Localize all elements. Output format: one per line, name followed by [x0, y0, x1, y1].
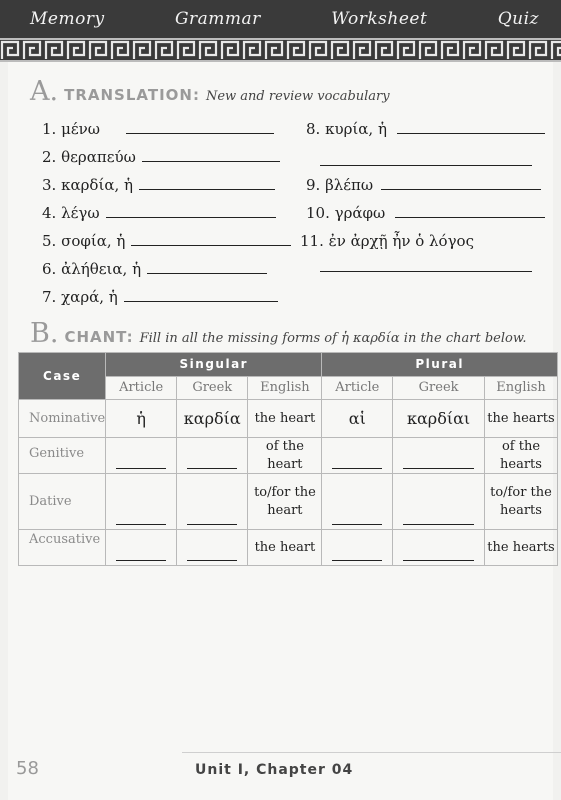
- vocab-word: κυρία, ἡ: [325, 120, 387, 138]
- section-b-description: Fill in all the missing forms of ἡ καρδία in the chart below.: [139, 331, 527, 346]
- section-b-heading: [30, 318, 527, 349]
- subheader-article: Article: [322, 376, 393, 400]
- section-a-heading: [30, 76, 390, 107]
- sg-article-blank[interactable]: [106, 474, 177, 530]
- pl-english: the hearts: [484, 400, 557, 438]
- tab-memory: Memory: [30, 9, 105, 29]
- subheader-english: English: [484, 376, 557, 400]
- table-row: [19, 400, 558, 438]
- vocab-item-4: [42, 204, 276, 222]
- table-row: [19, 474, 558, 530]
- sg-english: the heart: [248, 530, 322, 566]
- vocab-word: σοφία, ἡ: [61, 232, 126, 250]
- section-a-title: TRANSLATION:: [64, 86, 200, 104]
- vocab-item-6: [42, 260, 267, 278]
- pl-english: to/for the hearts: [484, 474, 557, 530]
- vocab-num: 1.: [42, 120, 57, 138]
- vocab-num: 8.: [306, 120, 321, 138]
- answer-blank[interactable]: [139, 188, 275, 190]
- answer-blank[interactable]: [106, 216, 276, 218]
- tab-grammar: Grammar: [174, 9, 261, 29]
- header-tabs: [0, 0, 561, 38]
- header-bar: [0, 0, 561, 62]
- vocab-num: 3.: [42, 176, 57, 194]
- case-header: Case: [19, 353, 106, 400]
- vocab-item-8: [306, 120, 545, 138]
- answer-blank[interactable]: [320, 270, 532, 272]
- pl-greek: καρδίαι: [393, 400, 485, 438]
- vocab-word: λέγω: [61, 204, 100, 222]
- case-label: Nominative: [19, 400, 106, 438]
- pl-greek-blank[interactable]: [393, 438, 485, 474]
- pl-article-blank[interactable]: [322, 474, 393, 530]
- page-number: 58: [16, 758, 39, 779]
- sg-greek-blank[interactable]: [177, 438, 248, 474]
- vocab-item-7: [42, 288, 278, 306]
- vocab-word: χαρά, ἡ: [61, 288, 118, 306]
- pl-greek-blank[interactable]: [393, 474, 485, 530]
- answer-blank[interactable]: [147, 272, 267, 274]
- footer-rule: [182, 752, 561, 753]
- case-label: Accusative: [19, 530, 106, 566]
- sg-article: ἡ: [106, 400, 177, 438]
- vocab-item-9: [306, 176, 541, 194]
- section-b-title: CHANT:: [64, 328, 134, 346]
- table-row: [19, 530, 558, 566]
- pl-article: αἱ: [322, 400, 393, 438]
- vocab-num: 2.: [42, 148, 57, 166]
- vocab-word: ἀλήθεια, ἡ: [61, 260, 142, 278]
- answer-blank[interactable]: [320, 164, 532, 166]
- case-label: Dative: [19, 474, 106, 530]
- tab-quiz: Quiz: [497, 9, 539, 29]
- sg-greek-blank[interactable]: [177, 530, 248, 566]
- vocab-word: καρδία, ἡ: [61, 176, 133, 194]
- vocab-word: ἐν ἀρχῇ ἦν ὁ λόγος: [328, 232, 474, 250]
- sg-greek: καρδία: [177, 400, 248, 438]
- sg-article-blank[interactable]: [106, 530, 177, 566]
- section-a-letter: A.: [30, 76, 59, 107]
- vocab-num: 9.: [306, 176, 321, 194]
- vocab-item-1: [42, 120, 274, 138]
- vocab-item-3: [42, 176, 275, 194]
- unit-chapter-label: Unit I, Chapter 04: [195, 762, 354, 778]
- greek-key-border: [0, 38, 561, 62]
- section-b-letter: B.: [30, 318, 59, 349]
- sg-article-blank[interactable]: [106, 438, 177, 474]
- vocab-word: θεραπεύω: [61, 148, 136, 166]
- sg-english: of the heart: [248, 438, 322, 474]
- vocab-num: 5.: [42, 232, 57, 250]
- table-row: [19, 438, 558, 474]
- answer-blank[interactable]: [381, 188, 541, 190]
- vocab-num: 4.: [42, 204, 57, 222]
- vocab-num: 10.: [306, 204, 330, 222]
- vocab-word: μένω: [61, 120, 100, 138]
- vocab-num: 7.: [42, 288, 57, 306]
- tab-worksheet: Worksheet: [331, 9, 428, 29]
- pl-article-blank[interactable]: [322, 438, 393, 474]
- vocab-word: βλέπω: [325, 176, 374, 194]
- section-a-description: New and review vocabulary: [205, 89, 390, 104]
- declension-chart: [18, 352, 558, 566]
- subheader-article: Article: [106, 376, 177, 400]
- plural-header: Plural: [322, 353, 558, 377]
- pl-english: of the hearts: [484, 438, 557, 474]
- page-footer: [0, 752, 561, 800]
- subheader-english: English: [248, 376, 322, 400]
- sg-greek-blank[interactable]: [177, 474, 248, 530]
- pl-english: the hearts: [484, 530, 557, 566]
- vocab-word: γράφω: [334, 204, 386, 222]
- sg-english: the heart: [248, 400, 322, 438]
- answer-blank[interactable]: [131, 244, 291, 246]
- answer-blank[interactable]: [142, 160, 280, 162]
- answer-blank[interactable]: [397, 132, 545, 134]
- pl-greek-blank[interactable]: [393, 530, 485, 566]
- answer-blank[interactable]: [126, 132, 274, 134]
- vocab-item-10: [306, 204, 545, 222]
- answer-blank[interactable]: [124, 300, 278, 302]
- sg-english: to/for the heart: [248, 474, 322, 530]
- vocab-item-5: [42, 232, 291, 250]
- vocab-num: 11.: [300, 232, 324, 250]
- vocab-item-11: [300, 232, 474, 250]
- singular-header: Singular: [106, 353, 322, 377]
- pl-article-blank[interactable]: [322, 530, 393, 566]
- subheader-greek: Greek: [177, 376, 248, 400]
- subheader-greek: Greek: [393, 376, 485, 400]
- vocab-num: 6.: [42, 260, 57, 278]
- case-label: Genitive: [19, 438, 106, 474]
- vocab-item-2: [42, 148, 280, 166]
- answer-blank[interactable]: [395, 216, 545, 218]
